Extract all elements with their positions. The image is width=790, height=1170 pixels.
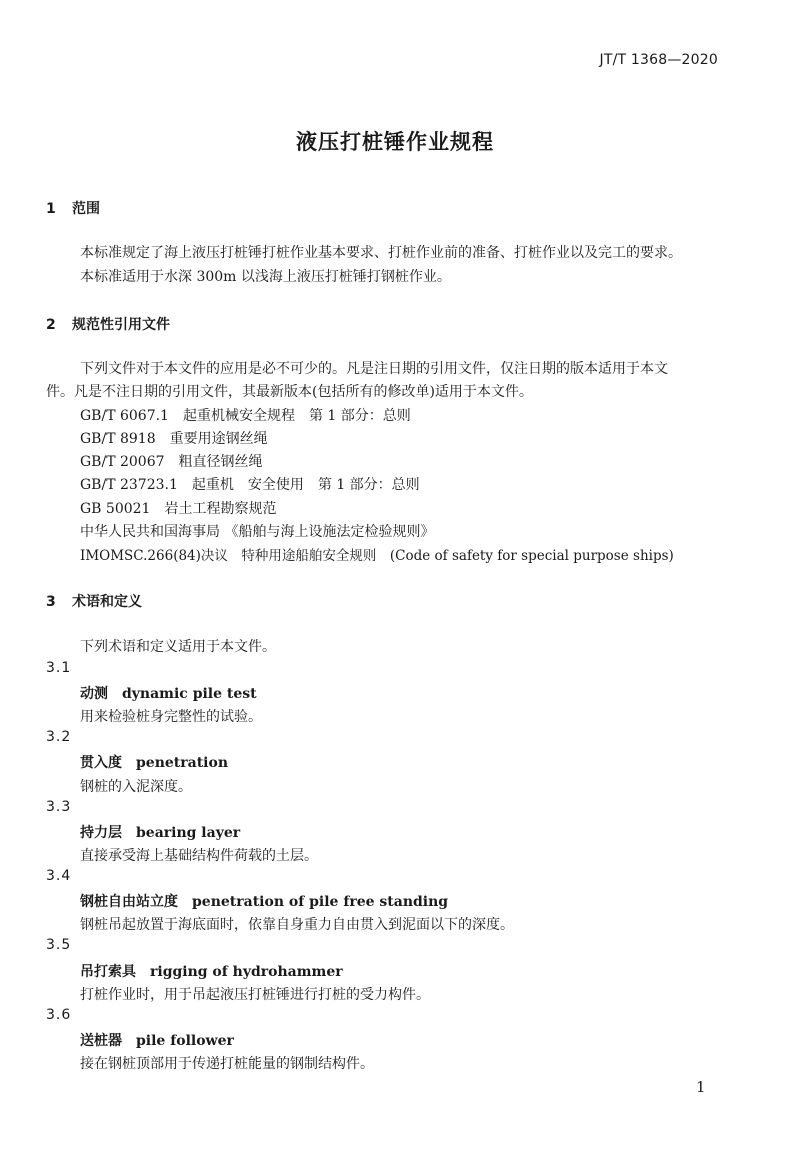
term-name	[80, 752, 228, 772]
reference-item: GB/T 23723.1 起重机 安全使用 第 1 部分：总则	[80, 477, 420, 493]
term-name	[80, 683, 257, 703]
term-zh: 吊打索具	[80, 964, 136, 980]
paragraph: 本标准规定了海上液压打桩锤打桩作业基本要求、打桩作业前的准备、打桩作业以及完工的要求。	[80, 245, 682, 261]
paragraph: 下列术语和定义适用于本文件。	[80, 639, 276, 655]
term-definition: 用来检验桩身完整性的试验。	[80, 709, 262, 725]
term-en: penetration	[136, 755, 228, 771]
term-number: 3.6	[46, 1007, 72, 1023]
section-number: 1	[46, 201, 56, 217]
term-number: 3.1	[46, 660, 72, 676]
term-en: bearing layer	[136, 825, 241, 841]
reference-item: 中华人民共和国海事局 《船舶与海上设施法定检验规则》	[80, 524, 435, 540]
section-title: 范围	[72, 201, 100, 217]
term-definition: 打桩作业时，用于吊起液压打桩锤进行打桩的受力构件。	[80, 987, 430, 1003]
document-title: 液压打桩锤作业规程	[296, 130, 494, 154]
term-name	[80, 1030, 234, 1050]
page-number: 1	[696, 1078, 706, 1096]
reference-item: GB 50021 岩土工程勘察规范	[80, 501, 277, 517]
reference-item: GB/T 8918 重要用途钢丝绳	[80, 431, 268, 447]
term-zh: 送桩器	[80, 1033, 122, 1049]
term-number: 3.5	[46, 937, 72, 953]
term-name	[80, 891, 448, 911]
section-title: 术语和定义	[72, 594, 142, 610]
section-heading-scope	[46, 198, 100, 218]
paragraph: 本标准适用于水深 300m 以浅海上液压打桩锤打钢桩作业。	[80, 269, 451, 285]
term-definition: 钢桩吊起放置于海底面时，依靠自身重力自由贯入到泥面以下的深度。	[80, 917, 514, 933]
term-zh: 动测	[80, 686, 108, 702]
term-en: rigging of hydrohammer	[150, 964, 343, 980]
paragraph: 件。凡是不注日期的引用文件，其最新版本(包括所有的修改单)适用于本文件。	[46, 384, 533, 400]
term-name	[80, 822, 240, 842]
term-number: 3.3	[46, 799, 72, 815]
term-definition: 接在钢桩顶部用于传递打桩能量的钢制结构件。	[80, 1056, 374, 1072]
section-heading-terms-definitions	[46, 591, 142, 611]
term-en: dynamic pile test	[122, 686, 257, 702]
reference-item: IMOMSC.266(84)决议 特种用途船舶安全规则 (Code of safety for special purpose ships)	[80, 548, 674, 564]
section-heading-normative-references	[46, 314, 170, 334]
term-number: 3.4	[46, 868, 72, 884]
paragraph: 下列文件对于本文件的应用是必不可少的。凡是注日期的引用文件，仅注日期的版本适用于本文	[80, 361, 668, 377]
term-zh: 贯入度	[80, 755, 122, 771]
term-zh: 持力层	[80, 825, 122, 841]
term-en: pile follower	[136, 1033, 234, 1049]
term-zh: 钢桩自由站立度	[80, 894, 178, 910]
term-en: penetration of pile free standing	[192, 894, 449, 910]
standard-number: JT/T 1368—2020	[599, 52, 718, 68]
term-name	[80, 961, 343, 981]
reference-item: GB/T 6067.1 起重机械安全规程 第 1 部分：总则	[80, 408, 411, 424]
reference-item: GB/T 20067 粗直径钢丝绳	[80, 454, 263, 470]
section-title: 规范性引用文件	[72, 317, 170, 333]
section-number: 3	[46, 594, 56, 610]
term-number: 3.2	[46, 729, 72, 745]
section-number: 2	[46, 317, 56, 333]
term-definition: 直接承受海上基础结构件荷载的土层。	[80, 848, 318, 864]
term-definition: 钢桩的入泥深度。	[80, 779, 192, 795]
